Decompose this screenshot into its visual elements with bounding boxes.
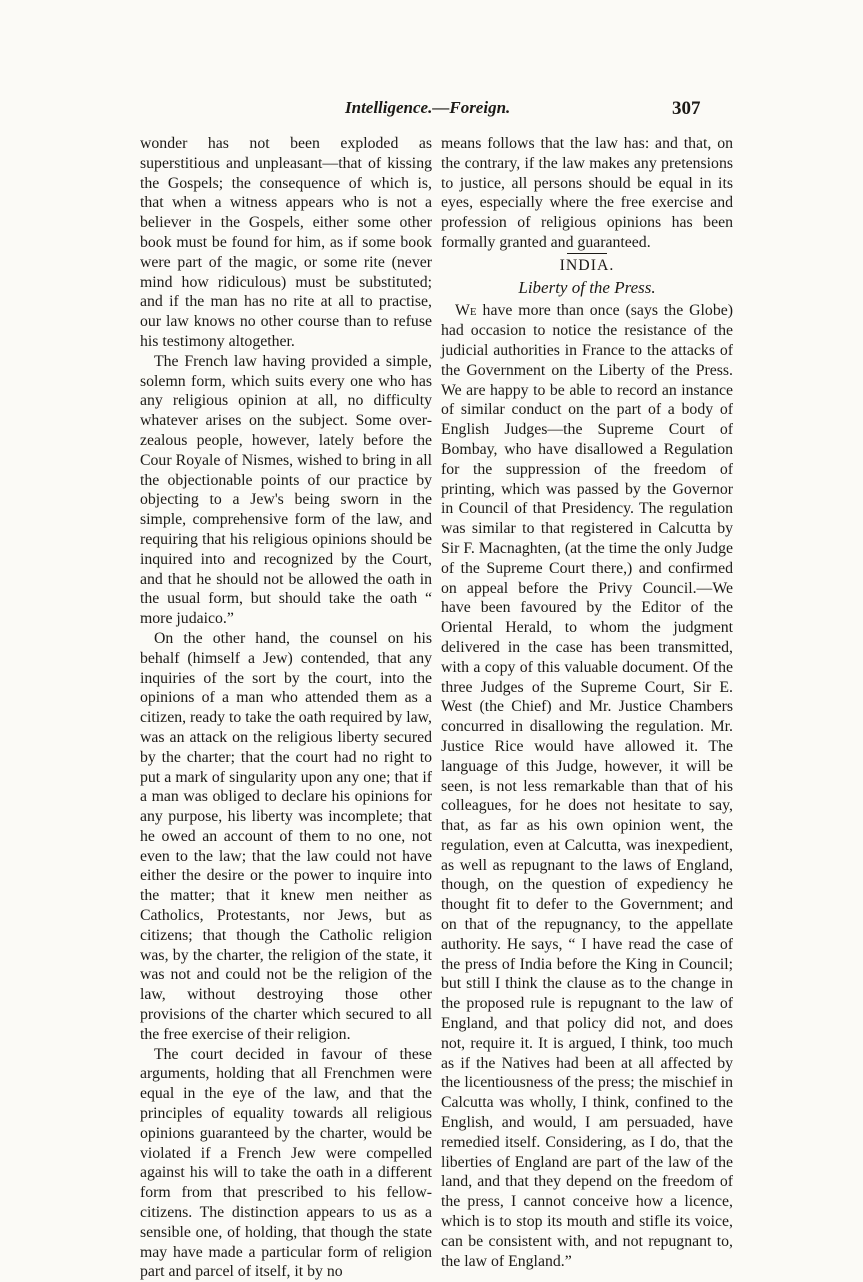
paragraph: means follows that the law has: and that, on the contrary, if the law makes any pretensions to justice, all persons should be equal in its eyes, especially where the free exercise and profession of religious opinions has been formally granted and guaranteed. — [441, 135, 733, 251]
right-column — [441, 134, 733, 1271]
section-title: INDIA. — [559, 256, 615, 274]
paragraph — [441, 301, 733, 1271]
left-column — [140, 134, 432, 1282]
paragraph: wonder has not been exploded as superstitious and unpleasant—that of kissing the Gospels; the consequence of which is, that when a witness appears who is not a believer in the Gospels, either some other book must be found for him, as if some book were part of the magic, or some rite (never mind how ridiculous) must be substituted; and if the man has no rite at all to practise, our law knows no other course than to refuse his testimony altogether. — [140, 135, 432, 350]
subsection-title: Liberty of the Press. — [518, 277, 656, 297]
paragraph-lead-word: We — [455, 302, 477, 320]
paragraph: The court decided in favour of these arguments, holding that all Frenchmen were equal in the eye of the law, and that the principles of equality towards all religious opinions guaranteed by the charter, would be violated if a French Jew were compelled against his will to take the oath in a different form from that prescribed to his fellow-citizens. The distinction appears to us as a sensible one, of holding, that though the state may have made a particular form of religion part and parcel of itself, it by no — [140, 1045, 432, 1281]
running-title: Intelligence.—Foreign. — [345, 98, 511, 117]
paragraph-body: have more than once (says the Globe) had occasion to notice the resistance of the judicial authorities in France to the attacks of the Government on the Liberty of the Press. We are happy to be able to record an instance of similar conduct on the part of a body of English Judges—the Supreme Court of Bombay, who have disallowed a Regulation for the suppression of the freedom of printing, which was passed by the Governor in Council of that Presidency. The regulation was similar to that registered in Calcutta by Sir F. Macnaghten, (at the time the only Judge of the Supreme Court there,) and confirmed on appeal before the Privy Council.—We have been favoured by the Editor of the Oriental Herald, to whom the judgment delivered in the case has been transmitted, with a copy of this valuable document. Of the three Judges of the Supreme Court, Sir E. West (the Chief) and Mr. Justice Chambers concurred in disallowing the regulation. Mr. Justice Rice would have allowed it. The language of this Judge, however, it will be seen, is not less remarkable than that of his colleagues, for he does not hesitate to say, that, as far as his own opinion went, the regulation, even at Calcutta, was inexpedient, as well as repugnant to the laws of England, though, on the question of expediency he thought fit to defer to the Government; and on that of the repugnancy, to the appellate authority. He says, “ I have read the case of the press of India before the King in Council; but still I think the clause as to the change in the proposed rule is repugnant to the law of England, and that policy did not, and does not, require it. It is argued, I think, too much as if the Natives had been at all affected by the licentiousness of the press; the mischief in Calcutta was wholly, I think, confined to the English, and would, I am persuaded, have remedied itself. Considering, as I do, that the liberties of England are part of the law of the land, and that they depend on the freedom of the press, I cannot conceive how a licence, which is to stop its mouth and stifle its voice, can be consistent with, and not repugnant to, the law of England.” — [441, 302, 733, 1270]
paragraph: The French law having provided a simple, solemn form, which suits every one who has any religious opinion at all, no difficulty whatever arises on the subject. Some over-zealous people, however, lately before the Cour Royale of Nismes, wished to bring in all the objectionable points of our practice by objecting to a Jew's being sworn in the simple, comprehensive form of the law, and requiring that his religious opinions should be inquired into and recognized by the Court, and that he should not be allowed the oath in the usual form, but should take the oath “ more judaico.” — [140, 352, 432, 628]
page-number: 307 — [672, 98, 701, 119]
section-divider — [567, 253, 607, 254]
paragraph: On the other hand, the counsel on his behalf (himself a Jew) contended, that any inquiries of the sort by the court, into the opinions of a man who attended them as a citizen, ready to take the oath required by law, was an attack on the religious liberty secured by the charter; that the court had no right to put a mark of singularity upon any one; that if a man was obliged to declare his opinions for any purpose, his liberty was incomplete; that he owed an account of them to no one, not even to the law; that the law could not have either the desire or the power to inquire into the matter; that it knew men neither as Catholics, Protestants, nor Jews, but as citizens; that though the Catholic religion was, by the charter, the religion of the state, it was not and could not be the religion of the law, without destroying those other provisions of the charter which secured to all the free exercise of their religion. — [140, 629, 432, 1043]
